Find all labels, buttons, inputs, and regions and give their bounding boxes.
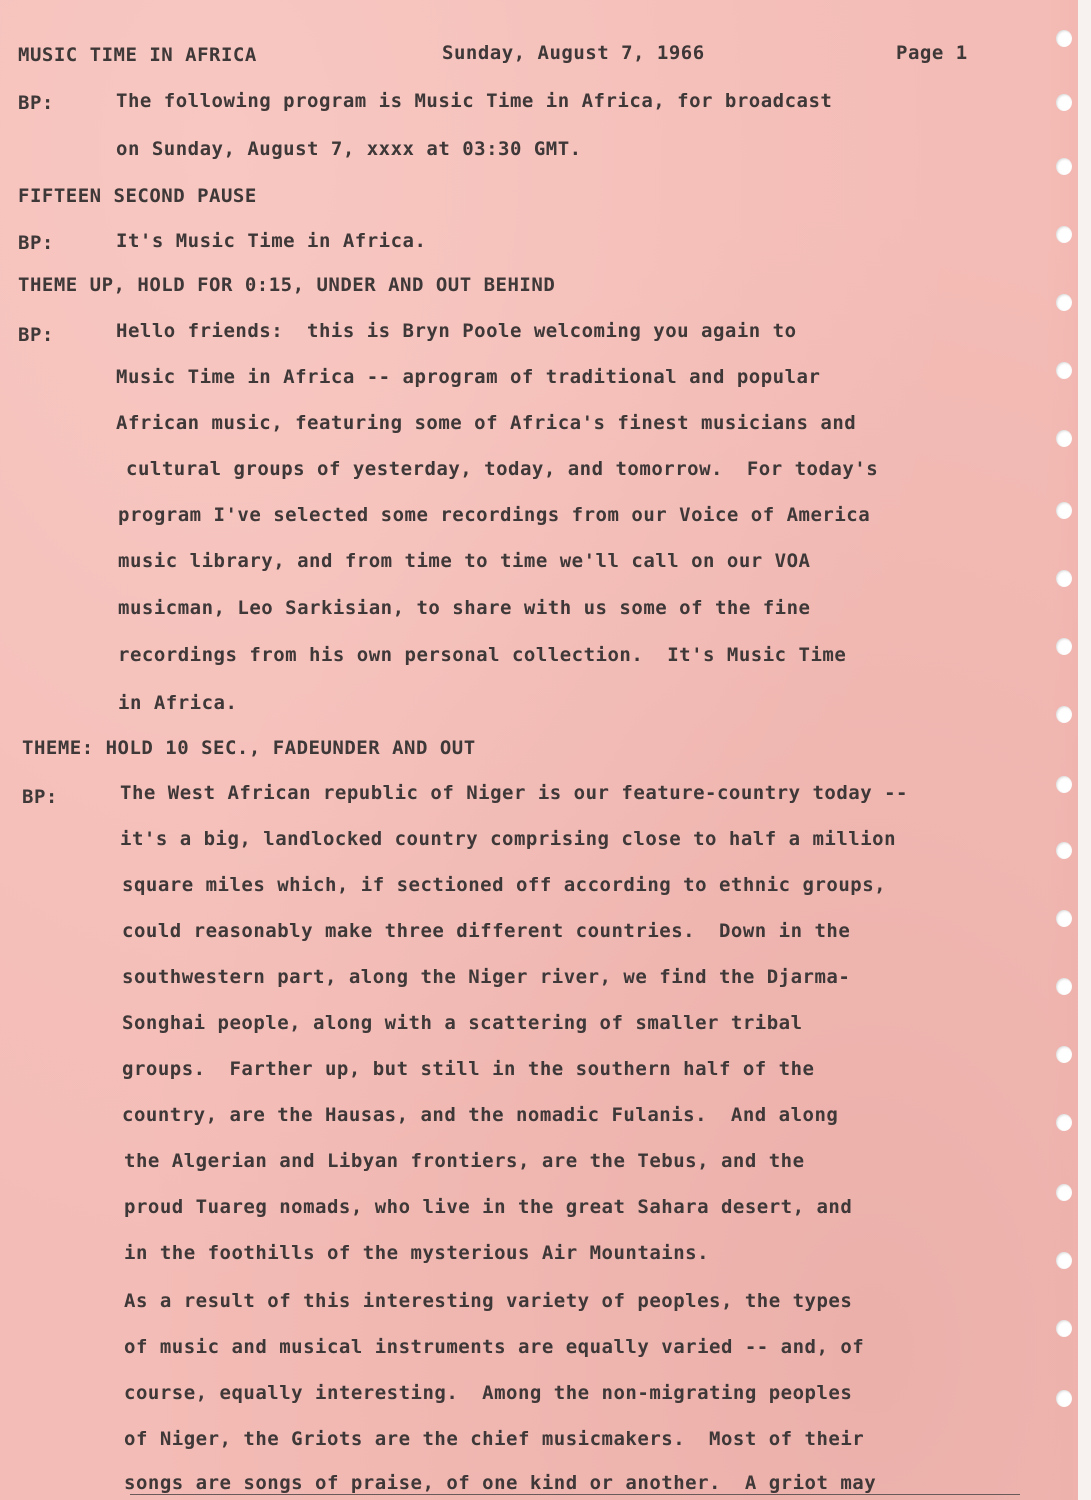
binder-hole [1056, 1252, 1072, 1269]
binder-hole [1056, 978, 1072, 995]
script-line: Songhai people, along with a scattering of smaller tribal [122, 1012, 803, 1034]
broadcast-date: Sunday, August 7, 1966 [442, 42, 705, 64]
binder-hole [1056, 294, 1072, 311]
binder-hole [1056, 638, 1072, 655]
script-line: Music Time in Africa -- aprogram of traditional and popular [116, 366, 821, 388]
binder-hole [1056, 842, 1072, 859]
script-line: songs are songs of praise, of one kind or another. A griot may [124, 1472, 877, 1494]
script-line: it's a big, landlocked country comprising close to half a million [120, 828, 897, 850]
script-line: musicman, Leo Sarkisian, to share with us some of the fine [118, 597, 811, 619]
script-line: southwestern part, along the Niger river, we find the Djarma- [122, 966, 851, 988]
script-line: proud Tuareg nomads, who live in the great Sahara desert, and [124, 1196, 853, 1218]
binder-hole [1056, 226, 1072, 243]
binder-hole [1056, 94, 1072, 111]
binder-hole [1056, 570, 1072, 587]
script-line: in Africa. [118, 692, 238, 714]
script-line: the Algerian and Libyan frontiers, are the Tebus, and the [124, 1150, 805, 1172]
binder-hole [1056, 502, 1072, 519]
stage-direction: THEME: HOLD 10 SEC., FADEUNDER AND OUT [22, 737, 476, 759]
binder-hole [1056, 1114, 1072, 1131]
script-line: could reasonably make three different countries. Down in the [122, 920, 851, 942]
script-line: Hello friends: this is Bryn Poole welcoming you again to [116, 320, 797, 342]
page-number: Page 1 [896, 42, 968, 64]
script-line: music library, and from time to time we'll call on our VOA [118, 550, 811, 572]
speaker-label: BP: [22, 786, 58, 808]
binder-hole [1056, 1390, 1072, 1407]
stage-direction: THEME UP, HOLD FOR 0:15, UNDER AND OUT BEHIND [18, 274, 556, 296]
program-title: MUSIC TIME IN AFRICA [18, 44, 257, 66]
binder-hole [1056, 1184, 1072, 1201]
speaker-label: BP: [18, 324, 54, 346]
bottom-rule [130, 1494, 1020, 1495]
speaker-label: BP: [18, 232, 54, 254]
binder-hole [1056, 430, 1072, 447]
stage-direction: FIFTEEN SECOND PAUSE [18, 185, 257, 207]
script-line: The following program is Music Time in Africa, for broadcast [116, 90, 833, 112]
script-line: African music, featuring some of Africa's finest musicians and [116, 412, 857, 434]
script-line: cultural groups of yesterday, today, and tomorrow. For today's [126, 458, 879, 480]
binder-hole [1056, 1320, 1072, 1337]
torn-strip [1078, 0, 1091, 1500]
binder-hole [1056, 158, 1072, 175]
script-line: of music and musical instruments are equally varied -- and, of [124, 1336, 865, 1358]
script-line: on Sunday, August 7, xxxx at 03:30 GMT. [116, 138, 582, 160]
script-line: country, are the Hausas, and the nomadic Fulanis. And along [122, 1104, 839, 1126]
script-line: As a result of this interesting variety of peoples, the types [124, 1290, 853, 1312]
binder-hole [1056, 776, 1072, 793]
script-line: in the foothills of the mysterious Air Mountains. [124, 1242, 710, 1264]
script-line: groups. Farther up, but still in the southern half of the [122, 1058, 815, 1080]
binder-hole [1056, 1046, 1072, 1063]
binder-hole [1056, 30, 1072, 47]
script-line: square miles which, if sectioned off according to ethnic groups, [122, 874, 887, 896]
script-line: It's Music Time in Africa. [116, 230, 427, 252]
script-line: program I've selected some recordings from our Voice of America [118, 504, 871, 526]
script-line: recordings from his own personal collection. It's Music Time [118, 644, 847, 666]
script-line: The West African republic of Niger is our feature-country today -- [120, 782, 908, 804]
script-line: of Niger, the Griots are the chief musicmakers. Most of their [124, 1428, 865, 1450]
binder-hole [1056, 362, 1072, 379]
binder-hole [1056, 910, 1072, 927]
speaker-label: BP: [18, 92, 54, 114]
binder-hole [1056, 706, 1072, 723]
script-line: course, equally interesting. Among the non-migrating peoples [124, 1382, 853, 1404]
